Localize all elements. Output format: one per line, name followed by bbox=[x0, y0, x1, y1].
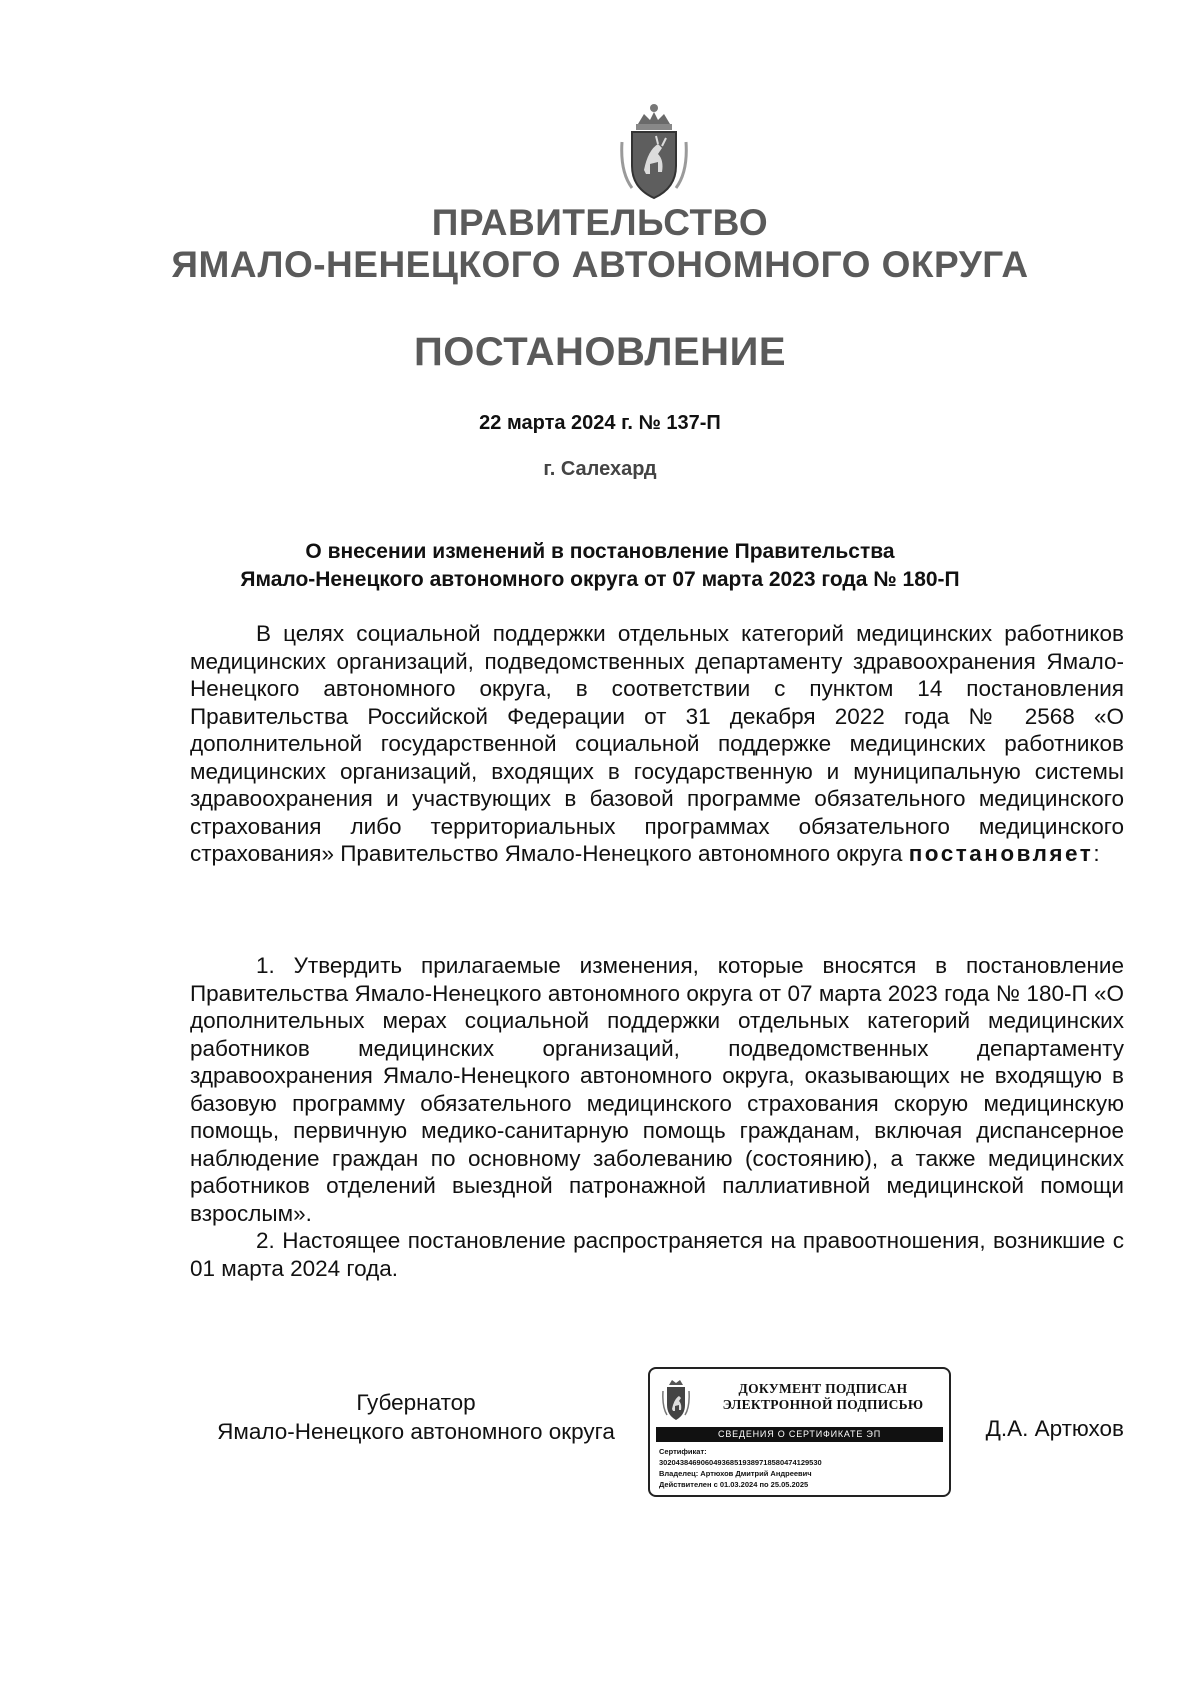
regional-coat-of-arms-icon bbox=[618, 102, 690, 204]
document-city: г. Салехард bbox=[543, 458, 657, 480]
stamp-certificate-banner: СВЕДЕНИЯ О СЕРТИФИКАТЕ ЭП bbox=[656, 1427, 943, 1442]
stamp-certificate-label: Сертификат: bbox=[659, 1447, 707, 1456]
resolution-items bbox=[190, 952, 1124, 1282]
preamble-text: В целях социальной поддержки отдельных категорий медицинских работников медицинских организаций, подведомственных департаменту здравоохранения Ямало-Ненецкого автономного округа, в соответствии с пунктом 14 постановления Правительства Российской Федерации от 31 декабря 2022 года № 2568 «О дополнительной государственной социальной поддержке медицинских работников медицинских организаций, входящих в государственную и муниципальную системы здравоохранения и участвующих в базовой программе обязательного медицинского страхования либо территориальных программах обязательного медицинского страхования» Правительство Ямало-Ненецкого автономного округа bbox=[190, 621, 1124, 866]
stamp-certificate-details bbox=[659, 1446, 947, 1490]
signatory-name: Д.А. Артюхов bbox=[985, 1416, 1124, 1441]
resolution-item-1: 1. Утвердить прилагаемые изменения, которые вносятся в постановление Правительства Ямало-Ненецкого автономного округа от 07 марта 2023 года № 180-П «О дополнительных мерах социальной поддержки отдельных категорий медицинских работников медицинских организаций, подведомственных департаменту здравоохранения Ямало-Ненецкого автономного округа, оказывающих не входящую в базовую программу обязательного медицинского страхования скорую медицинскую помощь, первичную медико-санитарную помощь гражданам, включая диспансерное наблюдение граждан по основному заболеванию (состоянию), а также медицинских работников отделений выездной патронажной паллиативной медицинской помощи взрослым». bbox=[190, 953, 1124, 1226]
signatory-position-line1: Губернатор bbox=[356, 1390, 476, 1415]
resolves-colon: : bbox=[1093, 841, 1100, 866]
document-type-title: ПОСТАНОВЛЕНИЕ bbox=[413, 330, 786, 374]
stamp-validity: Действителен с 01.03.2024 по 25.05.2025 bbox=[659, 1480, 809, 1489]
stamp-title-line1: ДОКУМЕНТ ПОДПИСАН bbox=[738, 1381, 908, 1396]
government-name-line2: ЯМАЛО-НЕНЕЦКОГО АВТОНОМНОГО ОКРУГА bbox=[171, 244, 1029, 285]
stamp-coat-of-arms-icon bbox=[660, 1377, 692, 1423]
resolves-word: постановляет bbox=[908, 841, 1094, 866]
government-name-line1: ПРАВИТЕЛЬСТВО bbox=[431, 202, 769, 243]
resolution-item-2: 2. Настоящее постановление распространяется на правоотношения, возникшие с 01 марта 2024 года. bbox=[190, 1228, 1124, 1281]
electronic-signature-stamp bbox=[648, 1367, 951, 1497]
preamble-paragraph bbox=[190, 620, 1124, 868]
signatory-position bbox=[190, 1388, 642, 1446]
document-date-number: 22 марта 2024 г. № 137-П bbox=[479, 412, 721, 434]
stamp-title-line2: ЭЛЕКТРОННОЙ ПОДПИСЬЮ bbox=[722, 1397, 924, 1412]
subject-line2: Ямало-Ненецкого автономного округа от 07 марта 2023 года № 180-П bbox=[240, 568, 960, 591]
document-subject bbox=[0, 538, 1200, 594]
stamp-certificate-number: 3020438469060493685193897185804741295​30 bbox=[659, 1458, 822, 1467]
signatory-position-line2: Ямало-Ненецкого автономного округа bbox=[217, 1419, 615, 1444]
subject-line1: О внесении изменений в постановление Правительства bbox=[305, 540, 895, 563]
stamp-title bbox=[702, 1381, 944, 1413]
stamp-owner: Владелец: Артюхов Дмитрий Андреевич bbox=[659, 1469, 812, 1478]
